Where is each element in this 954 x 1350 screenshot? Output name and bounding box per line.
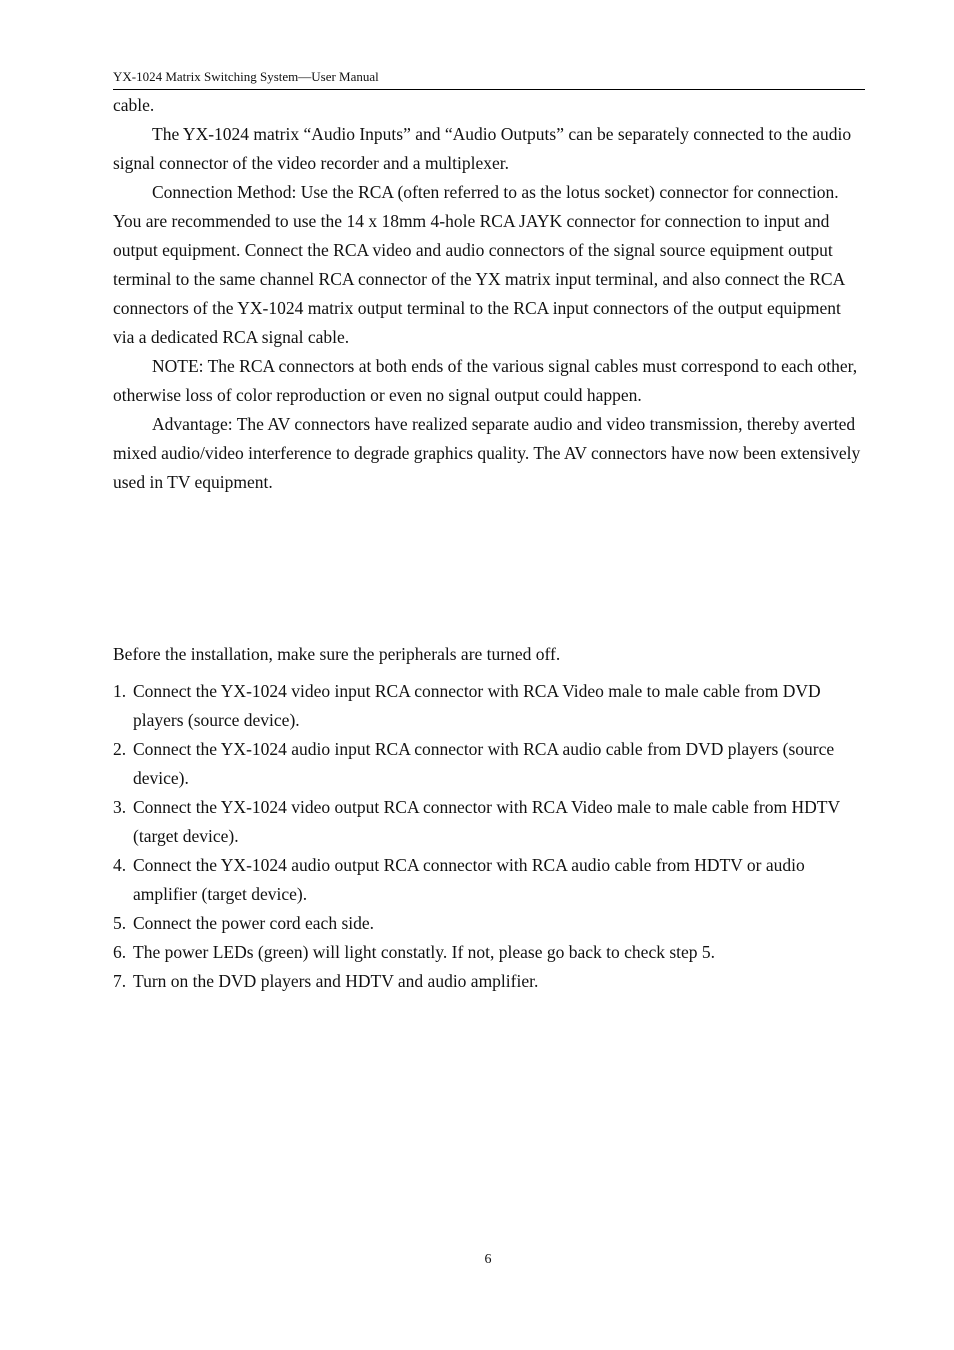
step-text: Connect the YX-1024 video output RCA connector with RCA Video male to male cable from HDTV (target device). xyxy=(133,797,840,846)
step-text: Connect the YX-1024 video input RCA connector with RCA Video male to male cable from DVD players (source device). xyxy=(133,681,821,730)
step-number: 1. xyxy=(113,681,127,701)
paragraph-audio-io: The YX-1024 matrix “Audio Inputs” and “Audio Outputs” can be separately connected to the audio signal connector of the video recorder and a multiplexer. xyxy=(113,124,852,173)
list-item xyxy=(113,909,865,938)
list-item xyxy=(113,967,865,996)
step-number: 7. xyxy=(113,971,127,991)
page-header xyxy=(113,68,865,90)
step-text: Connect the power cord each side. xyxy=(133,913,375,933)
installation-steps xyxy=(113,677,865,996)
step-text: Connect the YX-1024 audio output RCA connector with RCA audio cable from HDTV or audio amplifier (target device). xyxy=(133,855,805,904)
paragraph-connection-method: Connection Method: Use the RCA (often referred to as the lotus socket) connector for connection. You are recommended to use the 14 x 18mm 4-hole RCA JAYK connector for connection to input and output equipment. Connect the RCA video and audio connectors of the signal source equipment output terminal to the same channel RCA connector of the YX matrix input terminal, and also connect the RCA connectors of the YX-1024 matrix output terminal to the RCA input connectors of the output equipment via a dedicated RCA signal cable. xyxy=(113,182,845,347)
paragraph-continuation: cable. xyxy=(113,95,155,115)
paragraph-note: NOTE: The RCA connectors at both ends of the various signal cables must correspond to each other, otherwise loss of color reproduction or even no signal output could happen. xyxy=(113,356,858,405)
step-number: 2. xyxy=(113,739,127,759)
paragraph-advantage: Advantage: The AV connectors have realized separate audio and video transmission, thereby averted mixed audio/video interference to degrade graphics quality. The AV connectors have now been extensively used in TV equipment. xyxy=(113,414,861,492)
list-item xyxy=(113,677,865,735)
list-item xyxy=(113,793,865,851)
step-number: 5. xyxy=(113,913,127,933)
list-item xyxy=(113,851,865,909)
step-text: The power LEDs (green) will light constatly. If not, please go back to check step 5. xyxy=(133,942,716,962)
body-text xyxy=(113,91,865,497)
installation-intro: Before the installation, make sure the peripherals are turned off. xyxy=(113,644,561,664)
step-text: Connect the YX-1024 audio input RCA connector with RCA audio cable from DVD players (source device). xyxy=(133,739,835,788)
step-number: 4. xyxy=(113,855,127,875)
step-number: 3. xyxy=(113,797,127,817)
step-text: Turn on the DVD players and HDTV and audio amplifier. xyxy=(133,971,539,991)
document-title: YX-1024 Matrix Switching System—User Manual xyxy=(113,69,379,84)
list-item xyxy=(113,938,865,967)
page-number: 6 xyxy=(484,1252,492,1267)
list-item xyxy=(113,735,865,793)
step-number: 6. xyxy=(113,942,127,962)
